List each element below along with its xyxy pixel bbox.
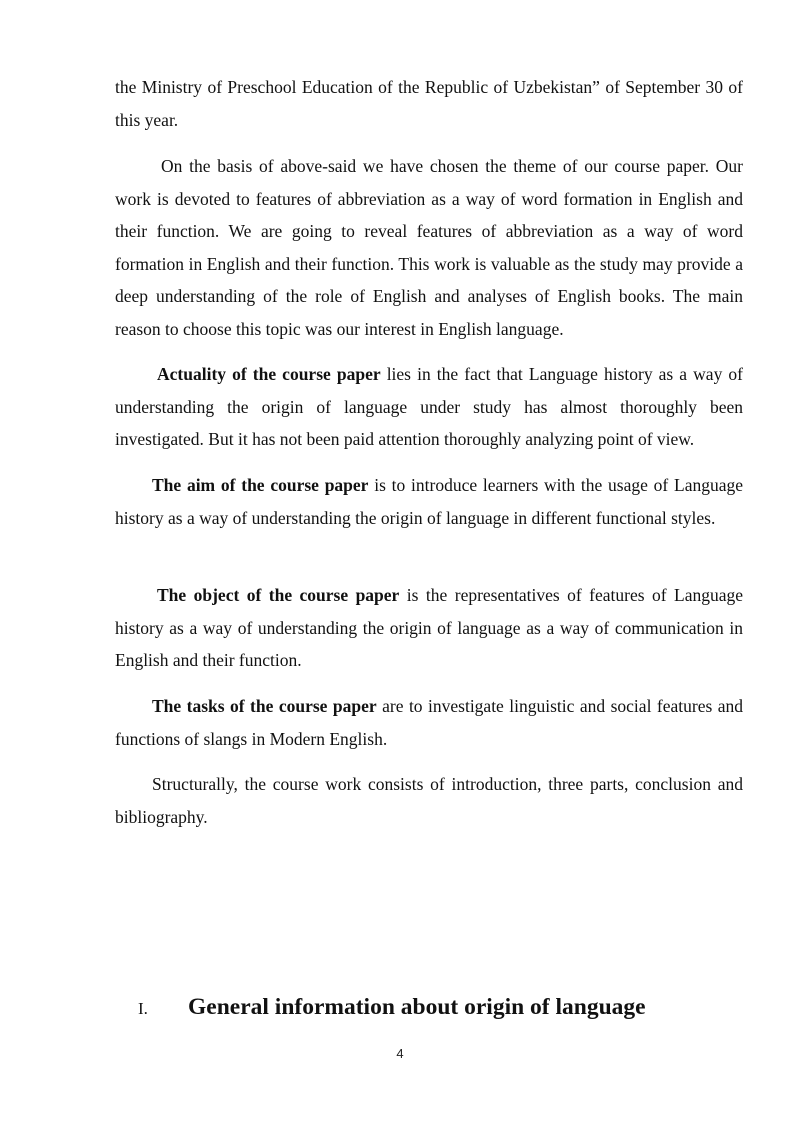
- paragraph-bold-lead: The object of the course paper: [157, 585, 400, 605]
- paragraph-text: is the representatives of features of Language history as a way of understanding the origin of language as a way of communication in English and their function.: [115, 585, 743, 671]
- paragraph-structure: [115, 768, 743, 833]
- paragraph-tasks: [115, 690, 743, 755]
- paragraph-text: are to investigate linguistic and social features and functions of slangs in Modern English.: [115, 696, 743, 749]
- section-title: General information about origin of language: [188, 994, 646, 1020]
- paragraph-text: is to introduce learners with the usage of Language history as a way of understanding the origin of language in different functional styles.: [115, 475, 743, 528]
- paragraph-bold-lead: Actuality of the course paper: [157, 364, 381, 384]
- paragraph-text: On the basis of above-said we have chosen the theme of our course paper. Our work is devoted to features of abbreviation as a way of word formation in English and their function. We are going to reveal features of abbreviation as a way of word formation in English and their function. This work is valuable as the study may provide a deep understanding of the role of English and analyses of English books. The main reason to choose this topic was our interest in English language.: [115, 156, 743, 339]
- paragraph-ministry-reference: [115, 71, 743, 136]
- paragraph-text: lies in the fact that Language history as a way of understanding the origin of language under study has almost thoroughly been investigated. But it has not been paid attention thoroughly analyzing point of view.: [115, 364, 743, 450]
- paragraph-aim: [115, 469, 743, 534]
- paragraph-bold-lead: The aim of the course paper: [152, 475, 369, 495]
- paragraph-bold-lead: The tasks of the course paper: [152, 696, 377, 716]
- paragraph-actuality: [115, 358, 743, 456]
- section-heading: [138, 994, 758, 1030]
- section-number: I.: [138, 999, 148, 1018]
- paragraph-course-theme: [115, 150, 743, 346]
- paragraph-object: [115, 579, 743, 677]
- paragraph-text: Structurally, the course work consists of introduction, three parts, conclusion and bibliography.: [115, 774, 743, 827]
- paragraph-text: the Ministry of Preschool Education of the Republic of Uzbekistan” of September 30 of this year.: [115, 77, 743, 130]
- page-number: 4: [396, 1046, 404, 1061]
